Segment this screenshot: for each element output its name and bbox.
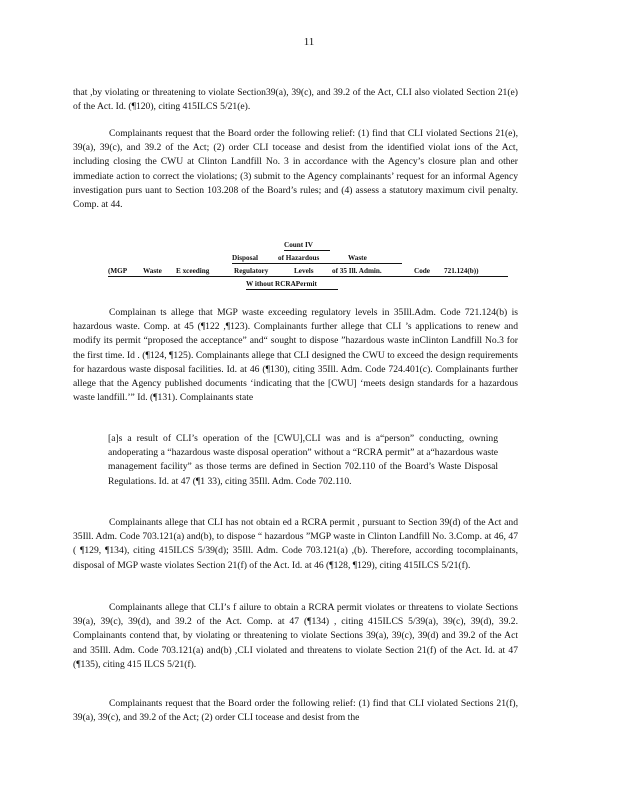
count-iv-heading bbox=[108, 239, 508, 291]
paragraph-5: Complainants allege that CLI’s f ailure to obtain a RCRA permit violates or threatens to violate Sections 39(a), 39(c), 39(d), and 39.2 of the Act. Comp. at 47 (¶134) , citing 415ILCS 5/39(a), 39(c), 39(d), 39.2. Complainants contend that, by violating or threatening to violate Sections 39(a), 39(c), 39(d) and 39.2 of the Act and 35Ill. Adm. Code 703.121(a) and(b) ,CLI violated and threatens to violate Section 21(f) of the Act. Id. at 47 (¶135), citing 415 ILCS 5/21(f). bbox=[73, 602, 518, 670]
page-number: 11 bbox=[303, 36, 315, 48]
heading-waste: Waste bbox=[348, 254, 367, 262]
heading-disposal: Disposal bbox=[232, 254, 258, 262]
heading-code: Code bbox=[414, 267, 430, 275]
paragraph-4: Complainants allege that CLI has not obtain ed a RCRA permit , pursuant to Section 39(d) of the Act and 35Ill. Adm. Code 703.121(a) and(b), to dispose “ hazardous ”MGP waste in Clinton Landfill No. 3.Comp. at 46, 47 ( ¶129, ¶134), citing 415ILCS 5/39(d); 35Ill. Adm. Code 703.121(a) ,(b). Therefore, according tocomplainants, disposal of MGP waste violates Section 21(f) of the Act. Id. at 46 (¶128, ¶129), citing 415ILCS 5/21(f). bbox=[73, 517, 518, 571]
heading-mgp: (MGP bbox=[108, 267, 128, 275]
heading-exceeding: E xceeding bbox=[176, 267, 210, 275]
heading-levels: Levels bbox=[294, 267, 314, 275]
heading-waste-2: Waste bbox=[143, 267, 162, 275]
paragraph-2: Complainants request that the Board order the following relief: (1) find that CLI violated Sections 21(e), 39(a), 39(c), and 39.2 of the Act; (2) order CLI tocease and desist from the identified violat ions of the Act, including closing the CWU at Clinton Landfill No. 3 in accordance with the Agency’s closure plan and other immediate action to correct the violations; (3) submit to the Agency complainants’ request for an informal Agency investigation purs uant to Section 103.208 of the Board’s rules; and (4) assess a statutory maximum civil penalty. Comp. at 44. bbox=[73, 128, 518, 211]
heading-section: 721.124(b)) bbox=[444, 267, 479, 275]
heading-count: Count IV bbox=[284, 241, 313, 249]
block-quote: [a]s a result of CLI’s operation of the [CWU],CLI was and is a“person” conducting, owning andoperating a “hazardous waste disposal operation” without a “RCRA permit” at a“hazardous waste management facility” as those terms are defined in Section 702.110 of the Board’s Waste Disposal Regulations. Id. at 47 (¶1 33), citing 35Ill. Adm. Code 702.110. bbox=[108, 433, 498, 487]
heading-of-hazardous: of Hazardous bbox=[278, 254, 320, 262]
heading-regulatory: Regulatory bbox=[234, 267, 269, 275]
heading-admin: of 35 Ill. Admin. bbox=[332, 267, 382, 275]
paragraph-3: Complainan ts allege that MGP waste exceeding regulatory levels in 35Ill.Adm. Code 721.124(b) is hazardous waste. Comp. at 45 (¶122 ,¶123). Complainants further allege that CLI ’s applications to renew and modify its permit “proposed the acceptance” and“ sought to dispose ”hazardous waste inClinton Landfill No.3 for the first time. Id . (¶124, ¶125). Complainants allege that CLI designed the CWU to exceed the design requirements for hazardous waste disposal facilities. Id. at 46 (¶130), citing 35Ill. Adm. Code 724.401(c). Complainants further allege that the Agency published documents ‘indicating that the [CWU] ‘meets design standards for a hazardous waste landfill.’” Id. (¶131). Complainants state bbox=[73, 307, 518, 404]
heading-without-rcra: W ithout RCRAPermit bbox=[246, 280, 317, 288]
paragraph-6: Complainants request that the Board order the following relief: (1) find that CLI violated Sections 21(f), 39(a), 39(c), and 39.2 of the Act; (2) order CLI tocease and desist from the bbox=[73, 698, 518, 724]
paragraph-1: that ,by violating or threatening to violate Section39(a), 39(c), and 39.2 of the Act, CLI also violated Section 21(e) of the Act. Id. (¶120), citing 415ILCS 5/21(e). bbox=[73, 87, 518, 113]
